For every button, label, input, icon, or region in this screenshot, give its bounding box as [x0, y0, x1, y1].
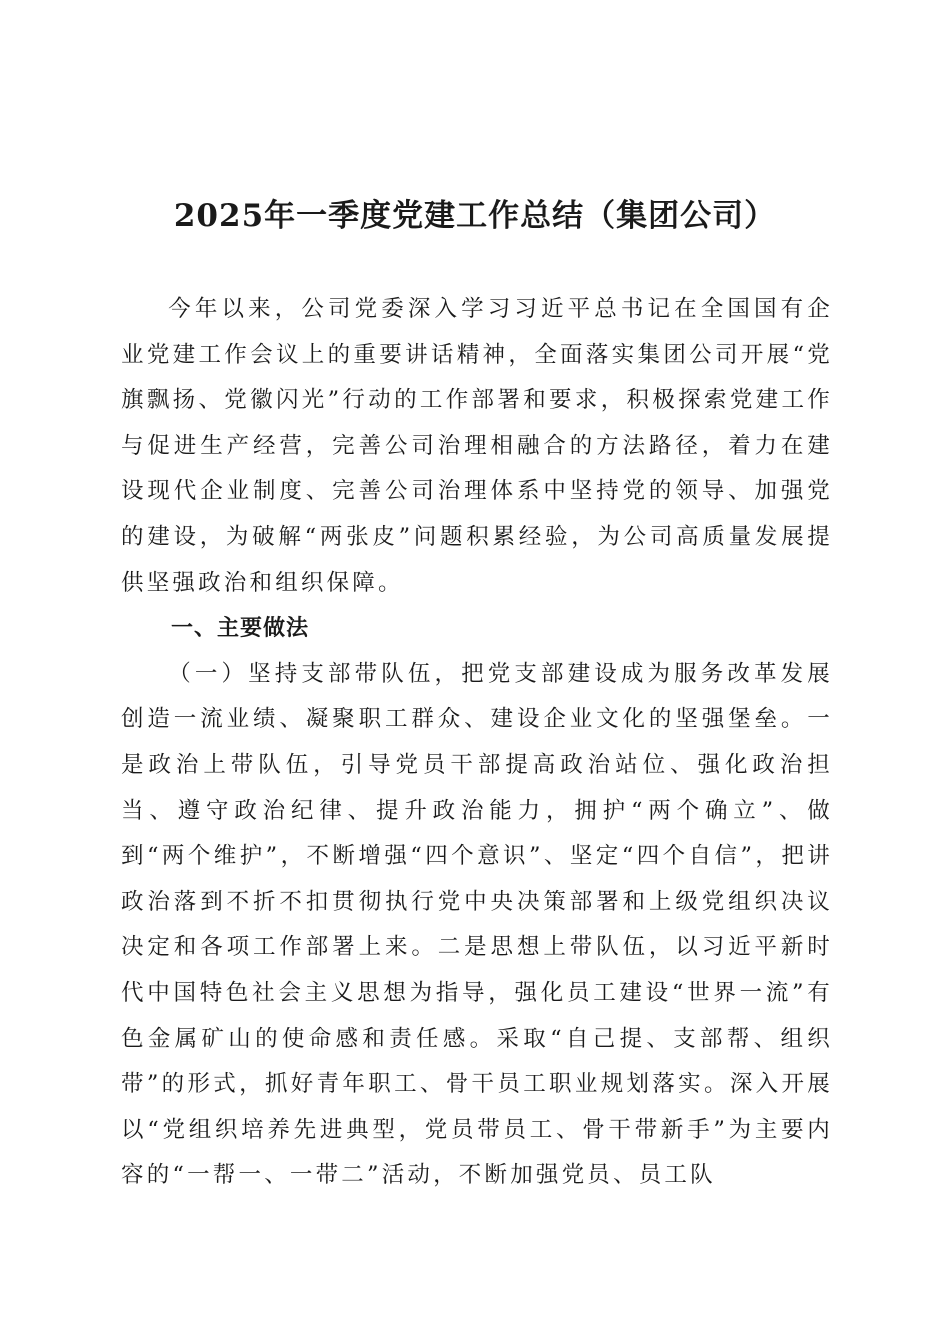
document-title: 2025年一季度党建工作总结（集团公司）: [173, 198, 777, 234]
document-body: [121, 287, 833, 1199]
subsection-paragraph: （一）坚持支部带队伍，把党支部建设成为服务改革发展创造一流业绩、凝聚职工群众、建设企业文化的坚强堡垒。一是政治上带队伍，引导党员干部提高政治站位、强化政治担当、遵守政治纪律、提升政治能力，拥护“两个确立”、做到“两个维护”，不断增强“四个意识”、坚定“四个自信”，把讲政治落到不折不扣贯彻执行党中央决策部署和上级党组织决议决定和各项工作部署上来。二是思想上带队伍，以习近平新时代中国特色社会主义思想为指导，强化员工建设“世界一流”有色金属矿山的使命感和责任感。采取“自己提、支部帮、组织带”的形式，抓好青年职工、骨干员工职业规划落实。深入开展以“党组织培养先进典型，党员带员工、骨干带新手”为主要内容的“一帮一、一带二”活动，不断加强党员、员工队: [121, 660, 833, 1189]
section-heading: 一、主要做法: [171, 616, 310, 642]
intro-paragraph: 今年以来，公司党委深入学习习近平总书记在全国国有企业党建工作会议上的重要讲话精神，全面落实集团公司开展“党旗飘扬、党徽闪光”行动的工作部署和要求，积极探索党建工作与促进生产经营，完善公司治理相融合的方法路径，着力在建设现代企业制度、完善公司治理体系中坚持党的领导、加强党的建设，为破解“两张皮”问题积累经验，为公司高质量发展提供坚强政治和组织保障。: [121, 296, 833, 596]
